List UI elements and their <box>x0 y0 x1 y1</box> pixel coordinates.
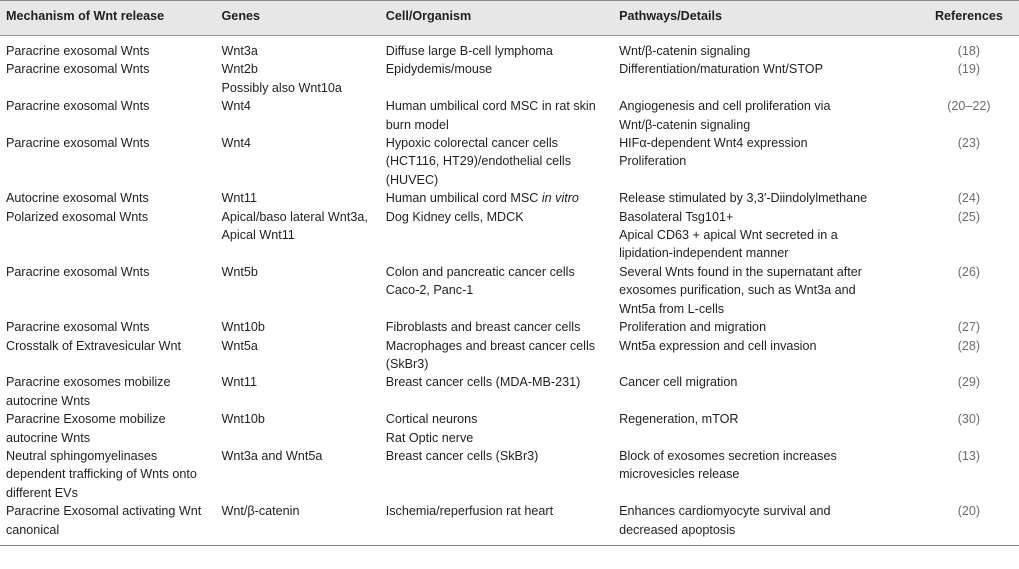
cell-mechanism: Crosstalk of Extravesicular Wnt <box>6 338 181 353</box>
cell-reference: (25) <box>957 209 981 224</box>
cell-mechanism: Paracrine exosomal Wnts <box>6 99 150 114</box>
header-references: References <box>925 1 1019 36</box>
cell-genes: Wnt4 <box>221 136 251 151</box>
cell-genes: Wnt3a <box>221 44 258 58</box>
cell-organism: Human umbilical cord MSC in vitro <box>385 191 579 206</box>
cell-organism: Colon and pancreatic cancer cells Caco-2, Panc-1 <box>385 264 575 298</box>
cell-reference: (26) <box>957 264 981 279</box>
cell-mechanism: Paracrine exosomal Wnts <box>6 320 150 335</box>
cell-mechanism: Paracrine exosomal Wnts <box>6 44 150 58</box>
cell-mechanism: Neutral sphingomyelinases dependent trafficking of Wnts onto different EVs <box>6 448 197 500</box>
table-row <box>0 97 1019 134</box>
cell-mechanism: Paracrine Exosome mobilize autocrine Wnts <box>6 412 166 445</box>
cell-genes: Wnt4 <box>221 99 251 114</box>
cell-pathways: Angiogenesis and cell proliferation via Wnt/β-catenin signaling <box>619 99 831 132</box>
cell-organism-italic: in vitro <box>541 191 579 206</box>
cell-reference: (20–22) <box>947 99 991 114</box>
cell-organism: Human umbilical cord MSC in rat skin burn model <box>385 99 596 132</box>
table-row <box>0 502 1019 545</box>
cell-pathways: Regeneration, mTOR <box>619 412 739 427</box>
cell-mechanism: Polarized exosomal Wnts <box>6 209 149 224</box>
cell-genes: Wnt/β-catenin <box>216 502 380 545</box>
table-row <box>0 318 1019 336</box>
cell-organism: Breast cancer cells (SkBr3) <box>385 448 539 463</box>
cell-mechanism: Paracrine Exosomal activating Wnt canonical <box>0 502 216 545</box>
cell-pathways: Enhances cardiomyocyte survival and decreased apoptosis <box>613 502 925 545</box>
cell-reference: (29) <box>957 375 981 390</box>
cell-pathways: Wnt5a expression and cell invasion <box>619 338 817 353</box>
cell-pathways: HIFα-dependent Wnt4 expression Proliferation <box>619 136 808 169</box>
cell-pathways: Differentiation/maturation Wnt/STOP <box>619 62 823 77</box>
cell-reference: (30) <box>957 412 981 427</box>
cell-pathways: Proliferation and migration <box>619 320 767 335</box>
cell-organism: Diffuse large B-cell lymphoma <box>385 44 553 58</box>
table-row <box>0 134 1019 189</box>
table-row <box>0 60 1019 97</box>
cell-organism: Cortical neurons Rat Optic nerve <box>385 412 478 445</box>
cell-reference: (24) <box>957 191 981 206</box>
header-mechanism: Mechanism of Wnt release <box>0 1 216 36</box>
cell-mechanism: Autocrine exosomal Wnts <box>6 191 149 206</box>
cell-mechanism: Paracrine exosomes mobilize autocrine Wnts <box>6 375 171 408</box>
cell-organism: Breast cancer cells (MDA-MB-231) <box>385 375 581 390</box>
table-row <box>0 373 1019 410</box>
cell-genes: Wnt2b Possibly also Wnt10a <box>221 62 342 95</box>
cell-organism: Fibroblasts and breast cancer cells <box>385 320 581 335</box>
table-row <box>0 447 1019 502</box>
cell-organism: Epidydemis/mouse <box>385 62 493 77</box>
cell-pathways: Several Wnts found in the supernatant after exosomes purification, such as Wnt3a and Wnt5a from L-cells <box>619 264 862 316</box>
cell-reference: (23) <box>957 136 981 151</box>
cell-reference: (20) <box>925 502 1019 545</box>
cell-organism: Dog Kidney cells, MDCK <box>385 209 524 224</box>
cell-genes: Wnt11 <box>221 375 257 390</box>
cell-reference: (27) <box>957 320 981 335</box>
cell-mechanism: Paracrine exosomal Wnts <box>6 264 150 279</box>
cell-pathways: Block of exosomes secretion increases microvesicles release <box>619 448 837 482</box>
table-row <box>0 263 1019 318</box>
cell-organism: Macrophages and breast cancer cells (SkBr3) <box>385 338 596 371</box>
cell-genes: Apical/baso lateral Wnt3a, Apical Wnt11 <box>221 209 368 243</box>
cell-reference: (18) <box>957 44 981 58</box>
cell-pathways: Release stimulated by 3,3′-Diindolylmethane <box>619 191 868 206</box>
cell-reference: (13) <box>957 448 981 463</box>
header-pathways-details: Pathways/Details <box>613 1 925 36</box>
table-row <box>0 36 1019 61</box>
table-row <box>0 208 1019 263</box>
cell-mechanism: Paracrine exosomal Wnts <box>6 136 150 151</box>
cell-reference: (28) <box>957 338 981 353</box>
cell-pathways: Basolateral Tsg101+ Apical CD63 + apical Wnt secreted in a lipidation-independent manner <box>619 209 838 261</box>
cell-genes: Wnt3a and Wnt5a <box>221 448 323 463</box>
table-body <box>0 36 1019 546</box>
table-row <box>0 337 1019 374</box>
cell-genes: Wnt5a <box>221 338 258 353</box>
cell-genes: Wnt11 <box>221 191 257 206</box>
header-row <box>0 1 1019 36</box>
cell-genes: Wnt5b <box>221 264 258 279</box>
cell-organism: Hypoxic colorectal cancer cells (HCT116, HT29)/endothelial cells (HUVEC) <box>385 136 572 187</box>
table-row <box>0 189 1019 207</box>
cell-mechanism: Paracrine exosomal Wnts <box>6 62 150 77</box>
table-row <box>0 410 1019 447</box>
cell-reference: (19) <box>957 62 981 77</box>
header-genes: Genes <box>216 1 380 36</box>
cell-pathways: Cancer cell migration <box>619 375 738 390</box>
header-cell-organism: Cell/Organism <box>380 1 613 36</box>
cell-genes: Wnt10b <box>221 320 265 335</box>
cell-pathways: Wnt/β-catenin signaling <box>619 44 751 58</box>
cell-organism: Ischemia/reperfusion rat heart <box>380 502 613 545</box>
cell-genes: Wnt10b <box>221 412 265 427</box>
table-header <box>0 1 1019 36</box>
